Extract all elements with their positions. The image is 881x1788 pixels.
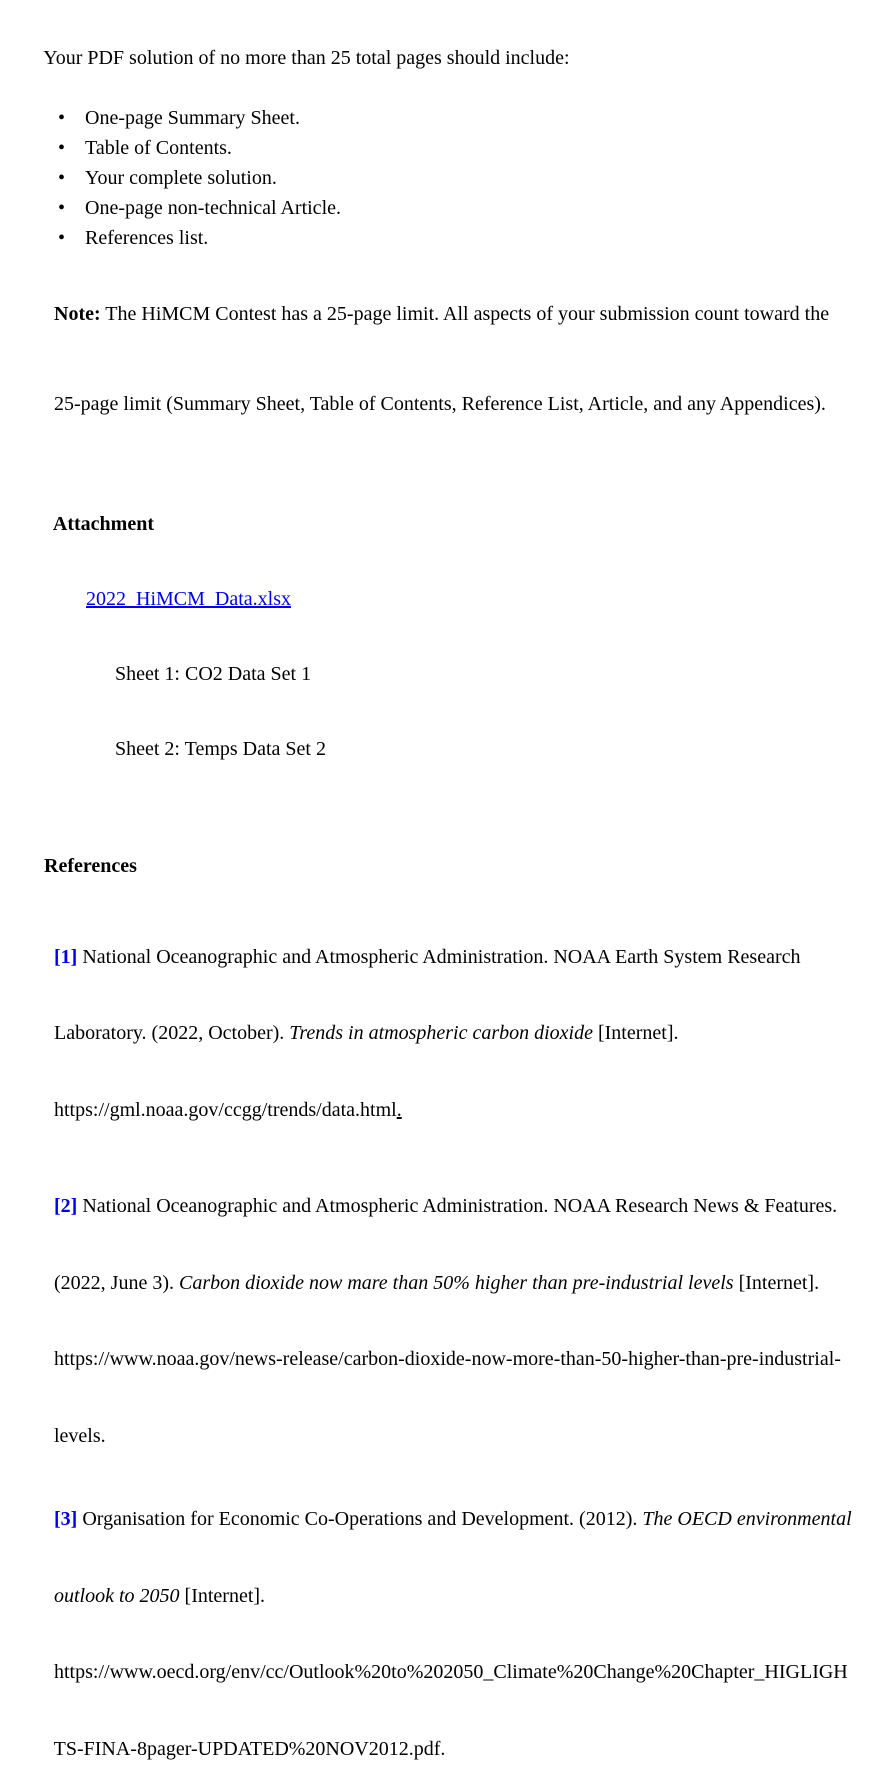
- reference-3-line-2: [24, 1558, 865, 1635]
- note-text: The HiMCM Contest has a 25-page limit. All aspects of your submission count toward the: [100, 303, 830, 325]
- list-item-label: Table of Contents.: [85, 137, 232, 159]
- sheet-2-text: Sheet 2: Temps Data Set 2: [115, 738, 326, 760]
- reference-3-title-italic: The OECD environmental: [642, 1508, 852, 1530]
- reference-2-text: (2022, June 3).: [54, 1271, 179, 1294]
- reference-2-line-2: [24, 1245, 865, 1322]
- list-item-label: References list.: [85, 227, 209, 249]
- reference-3-line-1: [24, 1482, 865, 1559]
- list-item-label: One-page Summary Sheet.: [85, 107, 300, 129]
- citation-label-2[interactable]: [2]: [54, 1195, 78, 1217]
- citation-label-3[interactable]: [3]: [54, 1508, 78, 1530]
- reference-3-title-italic-continued: outlook to 2050: [54, 1584, 180, 1607]
- list-item-table-of-contents: [24, 133, 865, 163]
- list-item-summary-sheet: [24, 103, 865, 133]
- reference-2-line-3: [24, 1322, 865, 1399]
- reference-3-text: Organisation for Economic Co-Operations and Development. (2012).: [77, 1508, 643, 1530]
- reference-entry-2: [24, 1169, 865, 1475]
- note-line-1: [24, 269, 865, 359]
- reference-3-url-continued: TS-FINA-8pager-UPDATED%20NOV2012.pdf.: [53, 1737, 446, 1760]
- reference-3-line-3: [24, 1635, 865, 1712]
- sheet-1-text: Sheet 1: CO2 Data Set 1: [115, 663, 312, 685]
- references-heading: [24, 829, 865, 904]
- note-line-2: [24, 359, 865, 449]
- note-text-continued: 25-page limit (Summary Sheet, Table of Contents, Reference List, Article, and any Appendices).: [54, 393, 826, 415]
- note-paragraph: [24, 269, 865, 449]
- reference-2-title-italic: Carbon dioxide now mare than 50% higher than pre-industrial levels: [178, 1271, 734, 1294]
- reference-1-line-3: [24, 1072, 865, 1149]
- attachment-heading: [24, 487, 865, 562]
- bullet-icon: •: [58, 137, 66, 159]
- bullet-icon: •: [58, 197, 66, 219]
- attachment-section: [24, 487, 865, 787]
- bullet-icon: •: [58, 227, 66, 249]
- attachment-file-link[interactable]: 2022_HiMCM_Data.xlsx: [86, 588, 291, 610]
- intro-paragraph: [24, 13, 865, 103]
- list-item-article: [24, 193, 865, 223]
- reference-2-line-4: [24, 1398, 865, 1475]
- reference-entry-1: [24, 919, 865, 1149]
- list-item-references-list: [24, 223, 865, 253]
- bullet-icon: •: [58, 107, 66, 129]
- reference-1-title-italic: Trends in atmospheric carbon dioxide: [289, 1022, 593, 1044]
- bullet-icon: •: [58, 167, 66, 189]
- reference-2-url-continued: levels.: [54, 1424, 106, 1447]
- reference-3-url: https://www.oecd.org/env/cc/Outlook%20to%202050_Climate%20Change%20Chapter_HIGLIGH: [54, 1661, 848, 1683]
- list-item-label: One-page non-technical Article.: [85, 197, 341, 219]
- reference-1-url-tail: .: [396, 1098, 402, 1121]
- reference-3-line-4: [24, 1711, 865, 1788]
- reference-1-text: Laboratory. (2022, October).: [54, 1022, 290, 1044]
- list-item-label: Your complete solution.: [85, 167, 277, 189]
- reference-3-text: [Internet].: [179, 1584, 266, 1607]
- sheet-1-label: [24, 637, 865, 712]
- requirements-list: [24, 103, 865, 253]
- reference-2-line-1: [24, 1169, 865, 1246]
- reference-entry-3: [24, 1482, 865, 1788]
- reference-2-text: National Oceanographic and Atmospheric Administration. NOAA Research News & Features.: [77, 1195, 838, 1217]
- reference-2-text: [Internet].: [733, 1271, 820, 1294]
- note-label: Note:: [54, 303, 101, 325]
- reference-1-line-1: [24, 919, 865, 996]
- reference-1-text: [Internet].: [592, 1022, 679, 1044]
- reference-1-text: National Oceanographic and Atmospheric Administration. NOAA Earth System Research: [77, 945, 801, 968]
- attachment-heading-text: Attachment: [52, 513, 154, 535]
- attachment-link-row: [24, 562, 865, 637]
- reference-2-url: https://www.noaa.gov/news-release/carbon-dioxide-now-more-than-50-higher-than-pre-industrial-: [54, 1348, 841, 1370]
- reference-1-url: https://gml.noaa.gov/ccgg/trends/data.html: [54, 1098, 397, 1121]
- intro-text: Your PDF solution of no more than 25 total pages should include:: [43, 47, 570, 69]
- references-heading-text: References: [44, 855, 137, 877]
- list-item-complete-solution: [24, 163, 865, 193]
- reference-1-line-2: [24, 996, 865, 1073]
- citation-label-1[interactable]: [1]: [54, 945, 78, 968]
- sheet-2-label: [24, 712, 865, 787]
